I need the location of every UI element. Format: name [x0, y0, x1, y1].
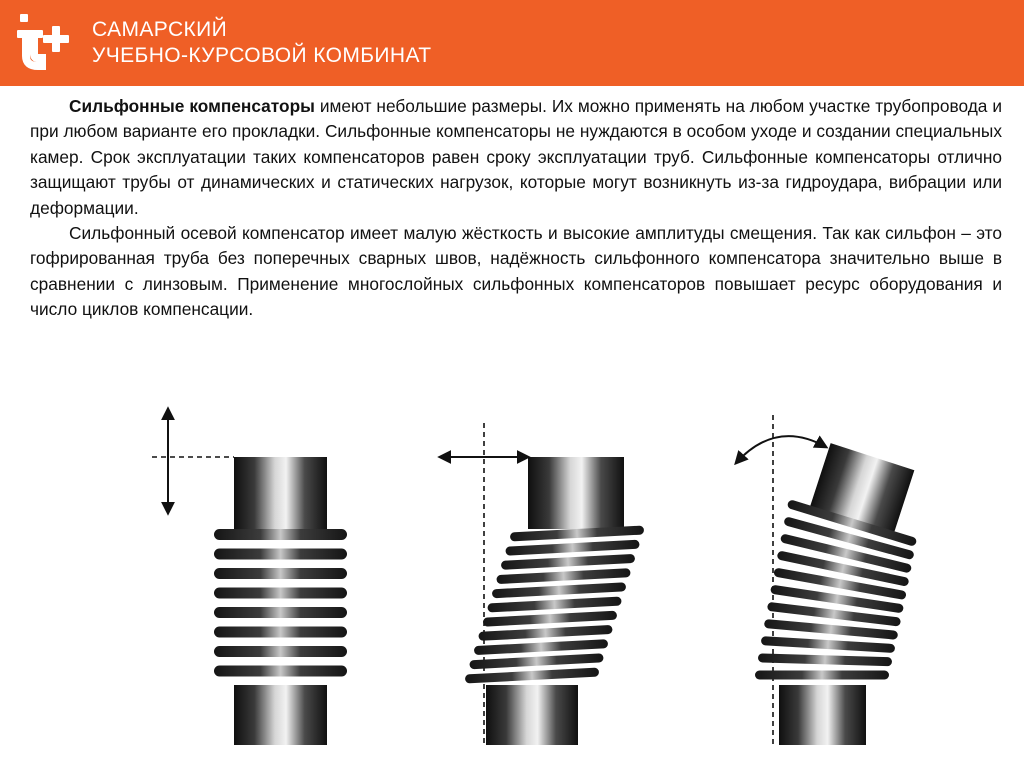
bellows-ring: [487, 596, 621, 612]
bellows-ring: [214, 627, 347, 638]
bellows-ring: [214, 549, 347, 560]
bellows-ring: [469, 653, 603, 669]
company-name: [92, 17, 431, 69]
paragraph-1: [30, 94, 1002, 221]
term-bellows-compensators: Сильфонные компенсаторы: [69, 96, 315, 116]
bellows-ring: [483, 611, 617, 627]
bellows-ring: [214, 607, 347, 618]
bellows-ring: [214, 568, 347, 579]
bellows-ring: [758, 653, 892, 666]
body-text: [30, 94, 1002, 323]
bellows-ring: [214, 646, 347, 657]
bellows-ring: [214, 666, 347, 677]
bellows-convolutions: [214, 529, 347, 677]
paragraph-2: Сильфонный осевой компенсатор имеет малую жёсткость и высокие амплитуды смещения. Так как сильфон – это гофрированная труба без поперечных сварных швов, надёжность сильфонного компенсатора значительно выше в сравнении с линзовым. Применение многослойных сильфонных компенсаторов повышает ресурс оборудования и число циклов компенсации.: [30, 223, 1002, 320]
bellows-convolutions: [465, 525, 644, 683]
bellows-ring: [474, 639, 608, 655]
bellows-ring: [505, 540, 639, 556]
company-name-line2: УЧЕБНО-КУРСОВОЙ КОМБИНАТ: [92, 44, 432, 67]
axial-bellows-figure: [152, 409, 347, 745]
bellows-ring: [755, 671, 889, 680]
angular-bellows-figure: [736, 415, 917, 745]
bellows-ring: [496, 568, 630, 584]
t-plus-logo-icon: [12, 8, 82, 78]
bellows-ring: [214, 588, 347, 599]
lateral-bellows-figure: [440, 423, 644, 745]
bellows-ring: [501, 554, 635, 570]
bellows-ring: [492, 582, 626, 598]
bellows-ring: [465, 667, 599, 683]
header-bar: [0, 0, 1024, 86]
bellows-ring: [761, 636, 895, 653]
paragraph-1-text: имеют небольшие размеры. Их можно применять на любом участке трубопровода и при любом варианте его прокладки. Сильфонные компенсаторы не нуждаются в особом уходе и создании специальных камер. Срок эксплуатации таких компенсаторов равен сроку эксплуатации труб. Сильфонные компенсаторы отлично защищают трубы от динамических и статических нагрузок, которые могут возникнуть из-за гидроудара, вибрации или деформации.: [30, 96, 1002, 218]
bellows-ring: [214, 529, 347, 540]
bellows-compensator-illustrations: [0, 395, 1024, 767]
curved-double-arrow-icon: [736, 436, 826, 463]
company-name-line1: САМАРСКИЙ: [92, 18, 228, 41]
bellows-ring: [478, 625, 612, 641]
